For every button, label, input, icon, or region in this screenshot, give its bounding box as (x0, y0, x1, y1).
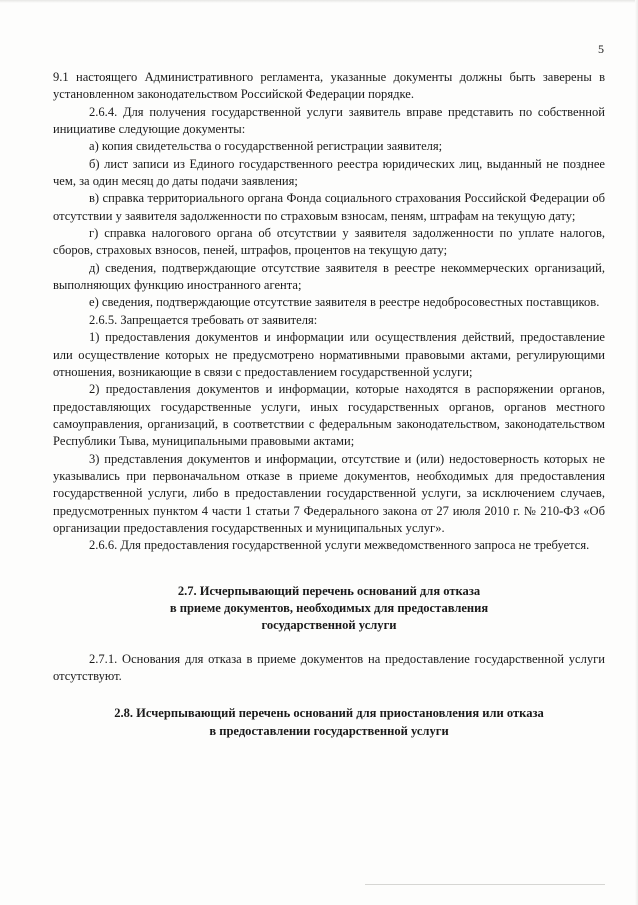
page-number: 5 (598, 42, 604, 56)
section-heading-2-7 (53, 583, 605, 635)
heading-2-7-line1: 2.7. Исчерпывающий перечень оснований для отказа (177, 583, 481, 598)
document-body (53, 69, 605, 740)
list-item-b: б) лист записи из Единого государственного реестра юридических лиц, выданный не позднее чем, за один месяц до даты подачи заявления; (53, 156, 605, 189)
list-item-a: а) копия свидетельства о государственной регистрации заявителя; (89, 139, 443, 154)
scan-artifact-line (365, 884, 605, 885)
list-item-d: д) сведения, подтверждающие отсутствие заявителя в реестре некоммерческих организаций, выполняющих функцию иностранного агента; (53, 260, 605, 293)
list-item-3: 3) представления документов и информации, отсутствие и (или) недостоверность которых не указывались при первоначальном отказе в приеме документов, необходимых для предоставления государственной услуги, либо в предоставлении государственной услуги, за исключением случаев, предусмотренных пунктом 4 части 1 статьи 7 Федерального закона от 27 июля 2010 г. № 210-ФЗ «Об организации предоставления государственных и муниципальных услуг». (53, 451, 605, 535)
scan-edge-top (0, 0, 638, 3)
heading-2-7-line3: государственной услуги (261, 618, 397, 633)
list-item-v: в) справка территориального органа Фонда социального страхования Российской Федерации об отсутствии у заявителя задолженности по страховым взносам, пеням, штрафам на текущую дату; (53, 191, 605, 223)
heading-2-8-line1: 2.8. Исчерпывающий перечень оснований для приостановления или отказа (114, 706, 544, 721)
paragraph-2-6-5: 2.6.5. Запрещается требовать от заявителя: (89, 312, 318, 327)
list-item-g: г) справка налогового органа об отсутствии у заявителя задолженности по уплате налогов, сборов, страховых взносов, пеней, штрафов, процентов на текущую дату; (53, 226, 605, 258)
paragraph-continuation: 9.1 настоящего Административного регламента, указанные документы должны быть заверены в установленном законодательством Российской Федерации порядке. (53, 70, 605, 102)
paragraph-2-6-6: 2.6.6. Для предоставления государственной услуги межведомственного запроса не требуется. (89, 538, 590, 553)
section-heading-2-8 (53, 705, 605, 740)
paragraph-2-6-4: 2.6.4. Для получения государственной услуги заявитель вправе представить по собственной инициативе следующие документы: (53, 104, 605, 137)
list-item-2: 2) предоставления документов и информации, которые находятся в распоряжении органов, предоставляющих государственные услуги, иных государственных органов, органов местного самоуправления, организаций, в соответствии с федеральным законодательством, законодательством Республики Тыва, муниципальными правовыми актами; (53, 382, 605, 449)
heading-2-7-line2: в приеме документов, необходимых для предоставления (169, 600, 489, 615)
paragraph-2-7-1: 2.7.1. Основания для отказа в приеме документов на предоставление государственной услуги отсутствуют. (53, 651, 605, 683)
list-item-e: е) сведения, подтверждающие отсутствие заявителя в реестре недобросовестных поставщиков. (89, 295, 600, 310)
list-item-1: 1) предоставления документов и информации или осуществления действий, предоставление или осуществление которых не предусмотрено нормативными правовыми актами, регулирующими отношения, возникающие в связи с предоставлением государственной услуги; (53, 330, 605, 379)
heading-2-8-line2: в предоставлении государственной услуги (209, 723, 449, 738)
